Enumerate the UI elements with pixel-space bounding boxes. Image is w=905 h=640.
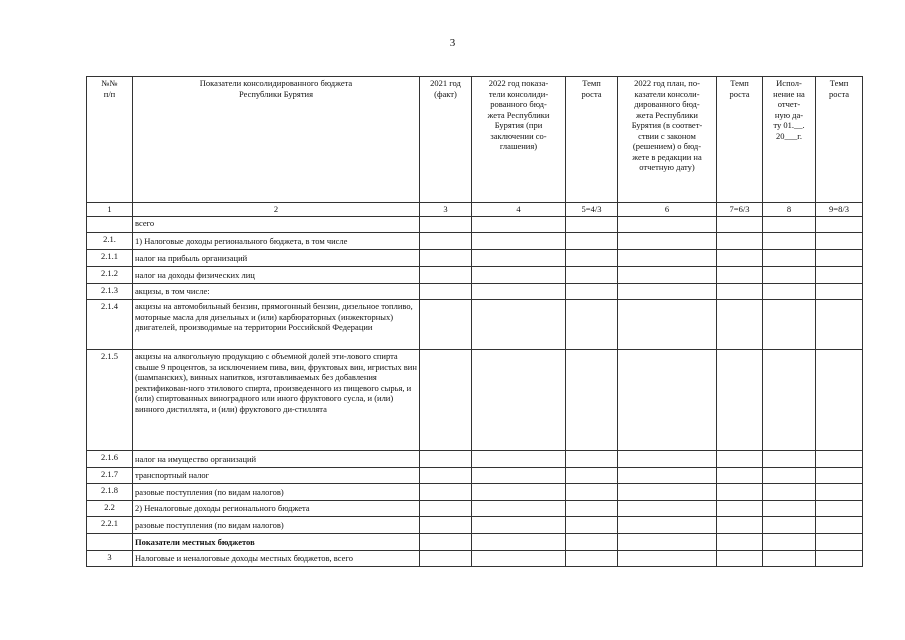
value-cell — [618, 217, 717, 233]
value-cell — [717, 501, 763, 517]
value-cell — [566, 284, 618, 300]
value-cell — [816, 250, 863, 267]
value-cell — [566, 484, 618, 501]
value-cell — [618, 484, 717, 501]
row-label: 2) Неналоговые доходы регионального бюджета — [133, 501, 420, 517]
value-cell — [618, 551, 717, 567]
column-number: 6 — [618, 203, 717, 217]
value-cell — [420, 484, 472, 501]
budget-table — [86, 76, 863, 567]
value-cell — [566, 217, 618, 233]
section-title: Показатели местных бюджетов — [133, 534, 420, 551]
value-cell — [618, 250, 717, 267]
value-cell — [618, 501, 717, 517]
value-cell — [816, 217, 863, 233]
value-cell — [717, 284, 763, 300]
table-row — [87, 551, 863, 567]
value-cell — [566, 300, 618, 350]
row-label: налог на прибыль организаций — [133, 250, 420, 267]
value-cell — [618, 517, 717, 534]
row-label: 1) Налоговые доходы регионального бюджета, в том числе — [133, 233, 420, 250]
value-cell — [618, 300, 717, 350]
value-cell — [420, 217, 472, 233]
value-cell — [472, 250, 566, 267]
value-cell — [763, 468, 816, 484]
value-cell — [816, 451, 863, 468]
value-cell — [420, 350, 472, 451]
section-header-row — [87, 534, 863, 551]
value-cell — [763, 451, 816, 468]
value-cell — [472, 350, 566, 451]
table-row — [87, 217, 863, 233]
value-cell — [763, 250, 816, 267]
value-cell — [566, 233, 618, 250]
value-cell — [420, 517, 472, 534]
table-row — [87, 350, 863, 451]
value-cell — [717, 517, 763, 534]
row-number: 2.1.7 — [87, 468, 133, 484]
value-cell — [618, 534, 717, 551]
row-label: налог на доходы физических лиц — [133, 267, 420, 284]
value-cell — [420, 284, 472, 300]
table-row — [87, 284, 863, 300]
value-cell — [566, 501, 618, 517]
value-cell — [472, 484, 566, 501]
value-cell — [816, 534, 863, 551]
value-cell — [618, 284, 717, 300]
value-cell — [816, 468, 863, 484]
value-cell — [763, 551, 816, 567]
value-cell — [472, 551, 566, 567]
table-row — [87, 484, 863, 501]
value-cell — [472, 451, 566, 468]
row-number — [87, 217, 133, 233]
value-cell — [763, 267, 816, 284]
column-number: 3 — [420, 203, 472, 217]
table-row — [87, 501, 863, 517]
value-cell — [420, 233, 472, 250]
value-cell — [763, 534, 816, 551]
table-row — [87, 300, 863, 350]
value-cell — [717, 484, 763, 501]
value-cell — [717, 551, 763, 567]
header-cell: 2022 год показа- тели консолиди- рованного бюд- жета Республики Бурятия (при заключении со- глашения) — [472, 77, 566, 203]
row-label: разовые поступления (по видам налогов) — [133, 484, 420, 501]
column-number-row — [87, 203, 863, 217]
value-cell — [816, 501, 863, 517]
value-cell — [763, 300, 816, 350]
value-cell — [717, 233, 763, 250]
value-cell — [420, 300, 472, 350]
row-label: налог на имущество организаций — [133, 451, 420, 468]
row-label: разовые поступления (по видам налогов) — [133, 517, 420, 534]
value-cell — [717, 300, 763, 350]
page-number: 3 — [449, 37, 456, 49]
value-cell — [717, 250, 763, 267]
row-label: акцизы на автомобильный бензин, прямогонный бензин, дизельное топливо, моторные масла для дизельных и (или) карбюраторных (инжекторных) двигателей, производимые на территории Российской Федерации — [133, 300, 420, 350]
row-label: всего — [133, 217, 420, 233]
value-cell — [717, 217, 763, 233]
table-row — [87, 468, 863, 484]
column-number: 7=6/3 — [717, 203, 763, 217]
value-cell — [472, 534, 566, 551]
value-cell — [566, 451, 618, 468]
value-cell — [472, 267, 566, 284]
value-cell — [763, 501, 816, 517]
column-number: 8 — [763, 203, 816, 217]
value-cell — [763, 484, 816, 501]
value-cell — [420, 551, 472, 567]
header-cell: Темп роста — [717, 77, 763, 203]
value-cell — [618, 468, 717, 484]
value-cell — [566, 534, 618, 551]
value-cell — [566, 267, 618, 284]
row-label: транспортный налог — [133, 468, 420, 484]
header-cell: Показатели консолидированного бюджета Республики Бурятия — [133, 77, 420, 203]
value-cell — [816, 551, 863, 567]
header-cell: 2022 год план, по- казатели консоли- дированного бюд- жета Республики Бурятия (в соответ- ствии с законом (решением) о бюд- жете в редакции на отчетную дату) — [618, 77, 717, 203]
value-cell — [816, 484, 863, 501]
value-cell — [472, 233, 566, 250]
value-cell — [566, 551, 618, 567]
row-number: 2.2.1 — [87, 517, 133, 534]
value-cell — [763, 233, 816, 250]
table-row — [87, 451, 863, 468]
value-cell — [420, 250, 472, 267]
column-number: 2 — [133, 203, 420, 217]
value-cell — [472, 217, 566, 233]
value-cell — [763, 284, 816, 300]
value-cell — [618, 233, 717, 250]
value-cell — [420, 501, 472, 517]
value-cell — [420, 267, 472, 284]
row-number: 2.1.5 — [87, 350, 133, 451]
table-row — [87, 233, 863, 250]
row-number: 2.1.4 — [87, 300, 133, 350]
value-cell — [618, 350, 717, 451]
value-cell — [472, 300, 566, 350]
value-cell — [816, 267, 863, 284]
value-cell — [763, 350, 816, 451]
row-number: 3 — [87, 551, 133, 567]
column-number: 4 — [472, 203, 566, 217]
header-cell: Испол- нение на отчет- ную да- ту 01.__. 20___г. — [763, 77, 816, 203]
table-row — [87, 267, 863, 284]
row-number — [87, 534, 133, 551]
value-cell — [566, 517, 618, 534]
row-label: Налоговые и неналоговые доходы местных бюджетов, всего — [133, 551, 420, 567]
row-number: 2.1. — [87, 233, 133, 250]
row-label: акцизы, в том числе: — [133, 284, 420, 300]
value-cell — [717, 468, 763, 484]
value-cell — [472, 468, 566, 484]
value-cell — [816, 300, 863, 350]
value-cell — [420, 451, 472, 468]
column-number: 5=4/3 — [566, 203, 618, 217]
value-cell — [618, 267, 717, 284]
value-cell — [717, 451, 763, 468]
row-number: 2.1.1 — [87, 250, 133, 267]
value-cell — [472, 284, 566, 300]
value-cell — [420, 534, 472, 551]
table-row — [87, 517, 863, 534]
value-cell — [816, 284, 863, 300]
row-number: 2.1.2 — [87, 267, 133, 284]
value-cell — [717, 267, 763, 284]
header-cell: 2021 год (факт) — [420, 77, 472, 203]
header-row — [87, 77, 863, 203]
value-cell — [566, 250, 618, 267]
row-number: 2.1.8 — [87, 484, 133, 501]
value-cell — [816, 350, 863, 451]
value-cell — [763, 217, 816, 233]
value-cell — [763, 517, 816, 534]
value-cell — [420, 468, 472, 484]
value-cell — [717, 350, 763, 451]
column-number: 1 — [87, 203, 133, 217]
table-row — [87, 250, 863, 267]
value-cell — [816, 233, 863, 250]
header-cell: №№ п/п — [87, 77, 133, 203]
value-cell — [618, 451, 717, 468]
row-number: 2.1.3 — [87, 284, 133, 300]
value-cell — [472, 517, 566, 534]
row-number: 2.2 — [87, 501, 133, 517]
row-number: 2.1.6 — [87, 451, 133, 468]
row-label: акцизы на алкогольную продукцию с объемной долей эти-лового спирта свыше 9 процентов, за исключением пива, вин, фруктовых вин, игристых вин (шампанских), винных напитков, изготавливаемых без добавления ректификован-ного этилового спирта, произведенного из пищевого сырья, и (или) спиртованных виноградного или иного фруктового сусла, и (или) винного дистиллята, и (или) фруктового ди-стиллята — [133, 350, 420, 451]
header-cell: Темп роста — [816, 77, 863, 203]
header-cell: Темп роста — [566, 77, 618, 203]
column-number: 9=8/3 — [816, 203, 863, 217]
value-cell — [816, 517, 863, 534]
value-cell — [566, 350, 618, 451]
value-cell — [472, 501, 566, 517]
value-cell — [566, 468, 618, 484]
value-cell — [717, 534, 763, 551]
